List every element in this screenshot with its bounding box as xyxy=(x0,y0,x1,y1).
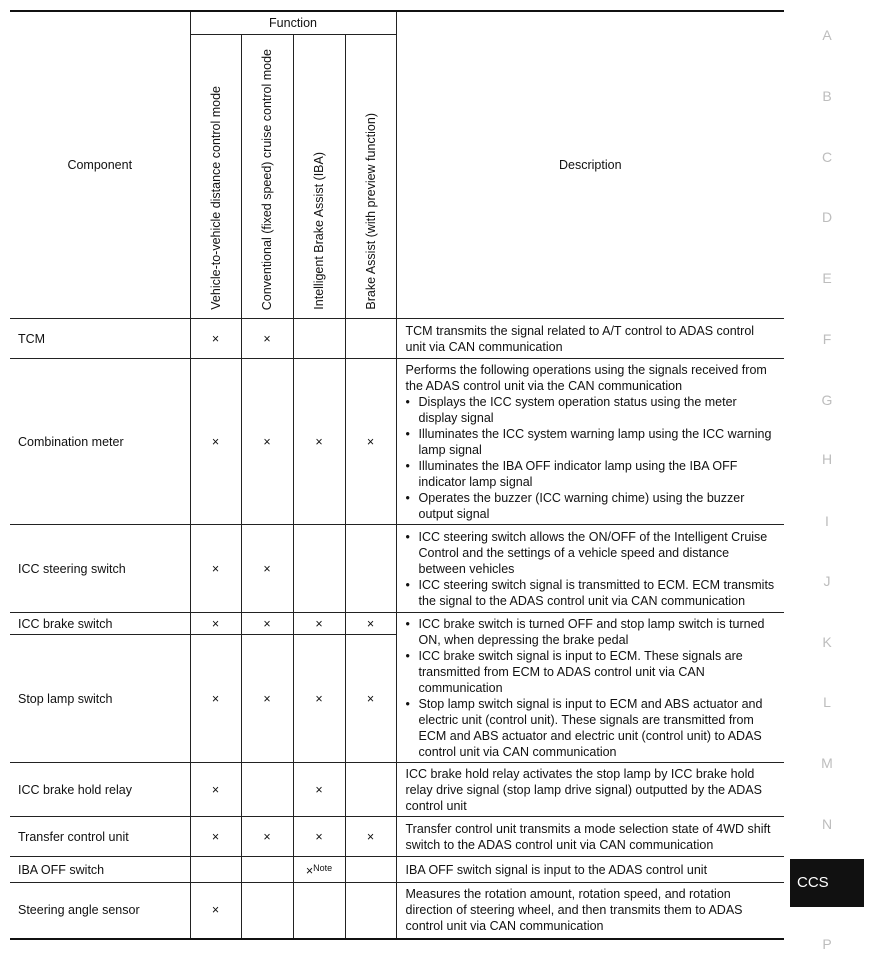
component-name: Combination meter xyxy=(10,359,190,525)
index-letter-a[interactable]: A xyxy=(822,27,832,43)
function-column-iba: Intelligent Brake Assist (IBA) xyxy=(293,35,345,319)
table-row xyxy=(10,763,784,817)
function-mark: × xyxy=(293,635,345,763)
index-letter-d[interactable]: D xyxy=(821,209,833,225)
function-mark: × xyxy=(190,525,241,613)
function-mark: × xyxy=(345,359,396,525)
function-mark: × xyxy=(190,817,241,857)
description-bullet: • Operates the buzzer (ICC warning chime) using the buzzer output signal xyxy=(406,490,777,522)
description-bullet: • ICC brake switch is turned OFF and stop lamp switch is turned ON, when depressing the brake pedal xyxy=(406,616,777,648)
component-name: ICC steering switch xyxy=(10,525,190,613)
function-mark: × xyxy=(241,359,293,525)
description-bullet: • ICC steering switch signal is transmitted to ECM. ECM transmits the signal to the ADAS control unit via CAN communication xyxy=(406,577,777,609)
row-description: Measures the rotation amount, rotation speed, and rotation direction of steering wheel, and then transmits them to ADAS control unit via CAN communication xyxy=(396,883,784,939)
table-row xyxy=(10,883,784,939)
component-name: TCM xyxy=(10,319,190,359)
index-letter-h[interactable]: H xyxy=(821,451,833,467)
index-letter-f[interactable]: F xyxy=(822,331,832,347)
index-letter-i[interactable]: I xyxy=(825,513,829,529)
row-description: ICC brake hold relay activates the stop lamp by ICC brake hold relay drive signal (stop lamp drive signal) outputted by the ADAS control unit xyxy=(396,763,784,817)
function-mark: × xyxy=(241,817,293,857)
table-row xyxy=(10,857,784,883)
index-letter-j[interactable]: J xyxy=(823,573,831,589)
index-letter-g[interactable]: G xyxy=(821,392,833,408)
index-letter-e[interactable]: E xyxy=(822,270,832,286)
component-name: Steering angle sensor xyxy=(10,883,190,939)
table-row xyxy=(10,817,784,857)
function-mark: × xyxy=(190,883,241,939)
index-letter-n[interactable]: N xyxy=(821,816,833,832)
function-header: Function xyxy=(190,11,396,35)
index-letter-p[interactable]: P xyxy=(822,936,832,952)
function-mark: ×$^{Note}$ xyxy=(293,857,345,883)
function-mark: × xyxy=(241,635,293,763)
description-bullet: • ICC steering switch allows the ON/OFF of the Intelligent Cruise Control and the settings of a vehicle speed and distance between vehicles xyxy=(406,529,777,577)
function-mark: × xyxy=(190,319,241,359)
table-row xyxy=(10,359,784,525)
index-letter-m[interactable]: M xyxy=(821,755,833,771)
index-letter-b[interactable]: B xyxy=(822,88,832,104)
index-tab-ccs-active[interactable]: CCS xyxy=(790,859,864,907)
function-column-distance-control: Vehicle-to-vehicle distance control mode xyxy=(190,35,241,319)
index-letter-k[interactable]: K xyxy=(822,634,832,650)
description-intro: Performs the following operations using the signals received from the ADAS control unit via the CAN communication xyxy=(405,362,767,393)
function-mark: × xyxy=(345,635,396,763)
description-bullet: • Displays the ICC system operation status using the meter display signal xyxy=(406,394,777,426)
component-name: Transfer control unit xyxy=(10,817,190,857)
component-header: Component xyxy=(10,11,190,319)
row-description: IBA OFF switch signal is input to the ADAS control unit xyxy=(396,857,784,883)
description-bullet: • Illuminates the ICC system warning lamp using the ICC warning lamp signal xyxy=(406,426,777,458)
row-description xyxy=(396,359,784,525)
table-row xyxy=(10,319,784,359)
row-description: Transfer control unit transmits a mode selection state of 4WD shift switch to the ADAS control unit via CAN communication xyxy=(396,817,784,857)
row-description xyxy=(396,525,784,613)
function-mark: × xyxy=(293,359,345,525)
function-mark: × xyxy=(345,817,396,857)
function-column-cruise-control: Conventional (fixed speed) cruise control mode xyxy=(241,35,293,319)
function-mark: × xyxy=(190,359,241,525)
description-bullet: • Illuminates the IBA OFF indicator lamp using the IBA OFF indicator lamp signal xyxy=(406,458,777,490)
description-bullet: • Stop lamp switch signal is input to ECM and ABS actuator and electric unit (control unit). These signals are transmitted from ECM and ABS actuator and electric unit (control unit) to ADAS control unit via CAN communication xyxy=(406,696,777,760)
function-mark: × xyxy=(293,817,345,857)
note-reference: Note xyxy=(313,863,333,873)
table-row xyxy=(10,613,784,635)
function-mark: × xyxy=(293,763,345,817)
function-column-brake-assist: Brake Assist (with preview function) xyxy=(345,35,396,319)
function-mark: × xyxy=(190,763,241,817)
row-description xyxy=(396,613,784,763)
index-letter-c[interactable]: C xyxy=(821,149,833,165)
table-row xyxy=(10,525,784,613)
function-mark: × xyxy=(241,319,293,359)
component-name: ICC brake switch xyxy=(10,613,190,635)
component-name: IBA OFF switch xyxy=(10,857,190,883)
component-name: Stop lamp switch xyxy=(10,635,190,763)
function-mark: × xyxy=(190,613,241,635)
function-mark: × xyxy=(241,613,293,635)
description-bullet: • ICC brake switch signal is input to ECM. These signals are transmitted from ECM to ADAS control unit via CAN communication xyxy=(406,648,777,696)
row-description: TCM transmits the signal related to A/T control to ADAS control unit via CAN communication xyxy=(396,319,784,359)
function-mark: × xyxy=(345,613,396,635)
description-header: Description xyxy=(396,11,784,319)
function-mark: × xyxy=(293,613,345,635)
function-mark: × xyxy=(241,525,293,613)
component-function-table xyxy=(10,10,784,940)
function-mark: × xyxy=(190,635,241,763)
component-name: ICC brake hold relay xyxy=(10,763,190,817)
index-letter-l[interactable]: L xyxy=(823,694,831,710)
